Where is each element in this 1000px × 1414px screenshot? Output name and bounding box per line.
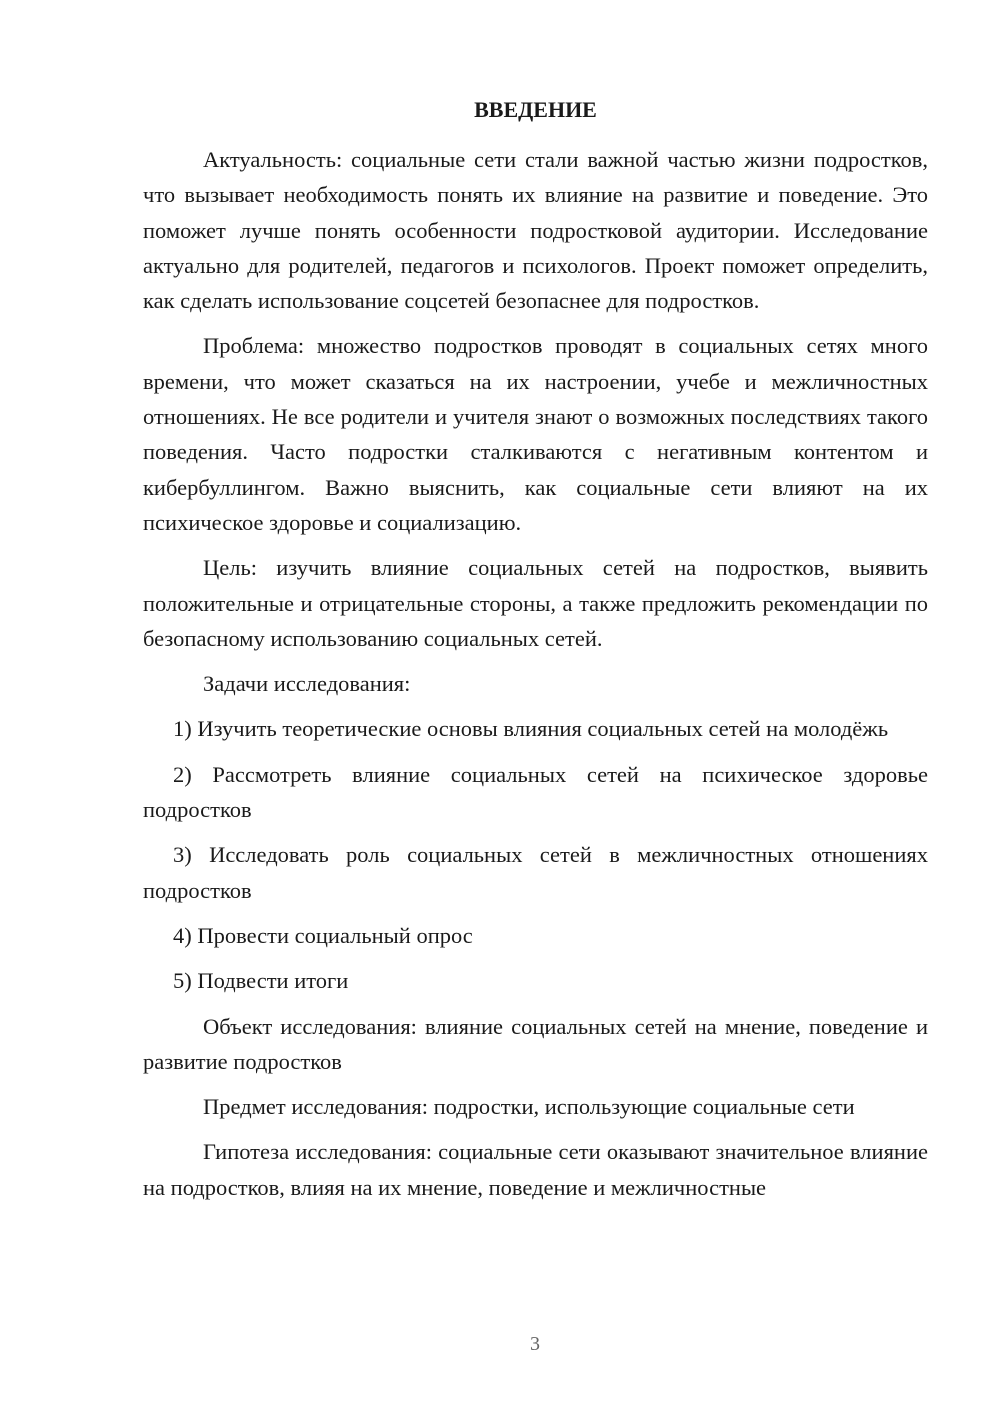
relevance-paragraph: Актуальность: социальные сети стали важной частью жизни подростков, что вызывает необходимость понять их влияние на развитие и поведение. Это поможет лучше понять особенности подростковой аудитории. Исследование актуально для родителей, педагогов и психологов. Проект поможет определить, как сделать использование соцсетей безопаснее для подростков. <box>143 147 928 314</box>
page-number: 3 <box>530 1333 540 1355</box>
list-item: 1) Изучить теоретические основы влияния социальных сетей на молодёжь <box>173 716 889 742</box>
goal-paragraph: Цель: изучить влияние социальных сетей на подростков, выявить положительные и отрицательные стороны, а также предложить рекомендации по безопасному использованию социальных сетей. <box>143 555 928 651</box>
page-title: ВВЕДЕНИЕ <box>474 97 597 122</box>
tasks-list <box>143 711 928 998</box>
subject-paragraph: Предмет исследования: подростки, использующие социальные сети <box>203 1094 855 1120</box>
hypothesis-paragraph: Гипотеза исследования: социальные сети оказывают значительное влияние на подростков, влияя на их мнение, поведение и межличностные <box>143 1139 928 1200</box>
list-item: 4) Провести социальный опрос <box>173 922 473 948</box>
list-item: 2) Рассмотреть влияние социальных сетей на психическое здоровье подростков <box>143 761 928 823</box>
page-content <box>143 90 928 1215</box>
object-paragraph: Объект исследования: влияние социальных сетей на мнение, поведение и развитие подростков <box>143 1013 928 1074</box>
tasks-heading: Задачи исследования: <box>203 671 411 697</box>
list-item: 5) Подвести итоги <box>173 968 349 994</box>
list-item: 3) Исследовать роль социальных сетей в межличностных отношениях подростков <box>143 842 928 903</box>
problem-paragraph: Проблема: множество подростков проводят в социальных сетях много времени, что может сказаться на их настроении, учебе и межличностных отношениях. Не все родители и учителя знают о возможных последствиях такого поведения. Часто подростки сталкиваются с негативным контентом и кибербуллингом. Важно выяснить, как социальные сети влияют на их психическое здоровье и социализацию. <box>143 333 928 535</box>
